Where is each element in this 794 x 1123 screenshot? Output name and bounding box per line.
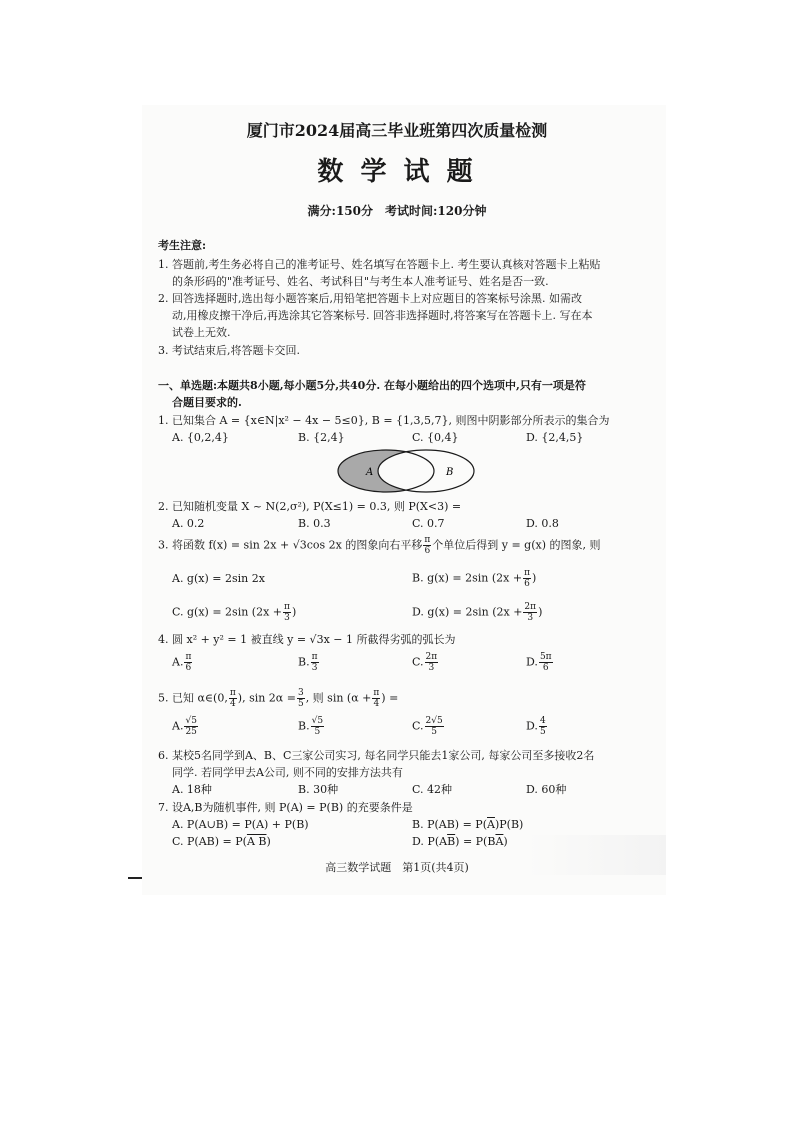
option-label: C.: [412, 719, 424, 733]
q1-option-d: D. {2,4,5}: [526, 431, 584, 444]
q5-stem-part: ) =: [381, 691, 399, 705]
exam-title: 厦门市2024届高三毕业班第四次质量检测: [246, 121, 548, 140]
option-text: D. g(x) = 2sin (2x +: [412, 605, 523, 619]
question-1-stem: 1. 已知集合 A = {x∈N|x² − 4x − 5≤0}, B = {1,3,5,7}, 则图中阴影部分所表示的集合为: [158, 414, 610, 427]
q5-stem-part: ), sin 2α =: [237, 691, 296, 705]
numerator: π: [524, 568, 530, 578]
denominator: 6: [424, 546, 431, 556]
complement-term: $\overline{A}$: [495, 835, 504, 848]
close-paren: ): [538, 605, 543, 619]
fraction: [283, 602, 291, 623]
question-6-stem-cont: 同学. 若同学甲去A公司, 则不同的安排方法共有: [172, 766, 403, 779]
fraction: [523, 602, 537, 623]
fraction: [539, 716, 547, 737]
q6-option-c: C. 42种: [412, 783, 453, 796]
numerator: π: [373, 688, 380, 698]
denominator: 3: [284, 613, 290, 623]
option-label: D.: [526, 655, 538, 669]
fraction: [539, 652, 553, 673]
denominator: 4: [373, 699, 380, 709]
q4-option-b: [298, 652, 320, 673]
fraction: [372, 688, 380, 709]
question-6-stem: 6. 某校5名同学到A、B、C三家公司实习, 每名同学只能去1家公司, 每家公司至多接收2名: [158, 749, 595, 762]
denominator: 3: [527, 613, 534, 623]
notice-line: 1. 答题前,考生务必将自己的准考证号、姓名填写在答题卡上. 考生要认真核对答题卡上粘贴: [158, 258, 601, 271]
denominator: 3: [428, 663, 435, 673]
denominator: 6: [542, 663, 549, 673]
notice-line: 2. 回答选择题时,选出每小题答案后,用铅笔把答题卡上对应题目的答案标号涂黑. 如需改: [158, 292, 582, 305]
denominator: 25: [185, 727, 197, 737]
complement-term: $\overline{B}$: [447, 835, 456, 848]
set-b-label: B: [446, 467, 454, 478]
q3-option-b: [412, 568, 536, 589]
q2-option-b: B. 0.3: [298, 517, 331, 530]
fraction: [311, 716, 324, 737]
q7-option-b: [412, 817, 523, 832]
option-label: A.: [172, 655, 184, 669]
numerator: 2π: [524, 602, 537, 612]
q5-option-d: [526, 716, 548, 737]
fraction: [184, 716, 197, 737]
subject-title: 数 学 试 题: [317, 157, 477, 187]
q6-option-d: D. 60种: [526, 783, 567, 796]
notice-line: 3. 考试结束后,将答题卡交回.: [158, 344, 300, 357]
exam-meta: 满分:150分 考试时间:120分钟: [307, 204, 487, 218]
q2-option-a: A. 0.2: [172, 517, 205, 530]
option-text: D. P(A: [412, 835, 448, 848]
margin-mark: [128, 877, 142, 879]
denominator: 4: [229, 699, 236, 709]
option-text: C. g(x) = 2sin (2x +: [172, 605, 283, 619]
notice-heading: 考生注意:: [158, 239, 207, 252]
numerator: π: [424, 535, 431, 545]
denominator: 3: [311, 663, 318, 673]
option-label: B.: [298, 655, 310, 669]
q3-shift-fraction: [423, 535, 431, 556]
q3-option-a: A. g(x) = 2sin 2x: [172, 572, 265, 585]
denominator: 5: [539, 727, 546, 737]
numerator: 4: [539, 716, 546, 726]
q4-option-d: [526, 652, 554, 673]
fraction: [425, 652, 439, 673]
option-text: B. P(AB) = P(: [412, 818, 487, 831]
q3-option-c: [172, 602, 296, 623]
numerator: √5: [311, 716, 324, 726]
question-2-stem: 2. 已知随机变量 X ~ N(2,σ²), P(X≤1) = 0.3, 则 P(X<3) =: [158, 500, 462, 513]
fraction: [297, 688, 305, 709]
fraction: [229, 688, 237, 709]
question-7-stem: 7. 设A,B为随机事件, 则 P(A) = P(B) 的充要条件是: [158, 801, 413, 814]
q1-option-a: A. {0,2,4}: [172, 431, 229, 444]
q7-option-c: [172, 834, 271, 849]
notice-line: 动,用橡皮擦干净后,再选涂其它答案标号. 回答非选择题时,将答案写在答题卡上. 写在本: [172, 309, 593, 322]
q6-option-b: B. 30种: [298, 783, 339, 796]
q1-option-b: B. {2,4}: [298, 431, 345, 444]
q2-option-d: D. 0.8: [526, 517, 559, 530]
fraction: [523, 568, 531, 589]
option-label: D.: [526, 719, 538, 733]
fraction: [311, 652, 319, 673]
option-text: ) = P(B: [455, 835, 496, 848]
q5-option-c: [412, 716, 445, 737]
numerator: π: [311, 652, 318, 662]
q1-option-c: C. {0,4}: [412, 431, 459, 444]
set-a-label: A: [366, 467, 374, 478]
numerator: π: [185, 652, 192, 662]
q4-option-a: [172, 652, 193, 673]
section-heading-cont: 合题目要求的.: [172, 396, 242, 409]
q6-option-a: A. 18种: [172, 783, 212, 796]
numerator: √5: [185, 716, 197, 726]
notice-line: 试卷上无效.: [172, 326, 231, 339]
q5-option-b: [298, 716, 325, 737]
numerator: π: [229, 688, 236, 698]
option-label: A.: [172, 719, 184, 733]
numerator: 3: [297, 688, 304, 698]
q2-option-c: C. 0.7: [412, 517, 445, 530]
option-text: ): [503, 835, 508, 848]
q4-option-c: [412, 652, 439, 673]
complement-term: $\overline{A}$: [487, 818, 495, 831]
page-footer: 高三数学试题 第1页(共4页): [325, 861, 469, 874]
numerator: 2π: [425, 652, 438, 662]
denominator: 5: [314, 727, 321, 737]
question-3-stem: [158, 535, 601, 556]
denominator: 5: [431, 727, 437, 737]
denominator: 5: [297, 699, 304, 709]
numerator: π: [284, 602, 290, 612]
option-text: C. P(AB) = P(: [172, 835, 247, 848]
denominator: 6: [524, 579, 530, 589]
question-5-stem: [158, 688, 398, 709]
fraction: [425, 716, 444, 737]
option-text: B. g(x) = 2sin (2x +: [412, 571, 523, 585]
q3-option-d: [412, 602, 542, 623]
q7-option-d: [412, 834, 508, 849]
q5-option-a: [172, 716, 199, 737]
q5-stem-part: , 则 sin (α +: [305, 691, 372, 705]
close-paren: ): [532, 571, 537, 585]
denominator: 6: [185, 663, 192, 673]
notice-line: 的条形码的"准考证号、姓名、考试科目"与考生本人准考证号、姓名是否一致.: [172, 275, 549, 288]
q3-stem-part: 3. 将函数 f(x) = sin 2x + √3cos 2x 的图象向右平移: [158, 538, 423, 552]
option-label: B.: [298, 719, 310, 733]
venn-diagram: [334, 448, 478, 494]
complement-term: A B: [246, 835, 267, 848]
q5-stem-part: 5. 已知 α∈(0,: [158, 691, 228, 705]
q3-stem-part: 个单位后得到 y = g(x) 的图象, 则: [432, 538, 601, 552]
section-heading: 一、单选题:本题共8小题,每小题5分,共40分. 在每小题给出的四个选项中,只有一项是符: [158, 379, 586, 392]
fraction: [184, 652, 192, 673]
question-4-stem: 4. 圆 x² + y² = 1 被直线 y = √3x − 1 所截得劣弧的弧长为: [158, 633, 456, 646]
numerator: 5π: [539, 652, 552, 662]
option-label: C.: [412, 655, 424, 669]
option-text: ): [266, 835, 271, 848]
close-paren: ): [291, 605, 297, 619]
q7-option-a: A. P(A∪B) = P(A) + P(B): [172, 818, 309, 831]
option-text: )P(B): [494, 818, 524, 831]
numerator: 2√5: [425, 716, 443, 726]
